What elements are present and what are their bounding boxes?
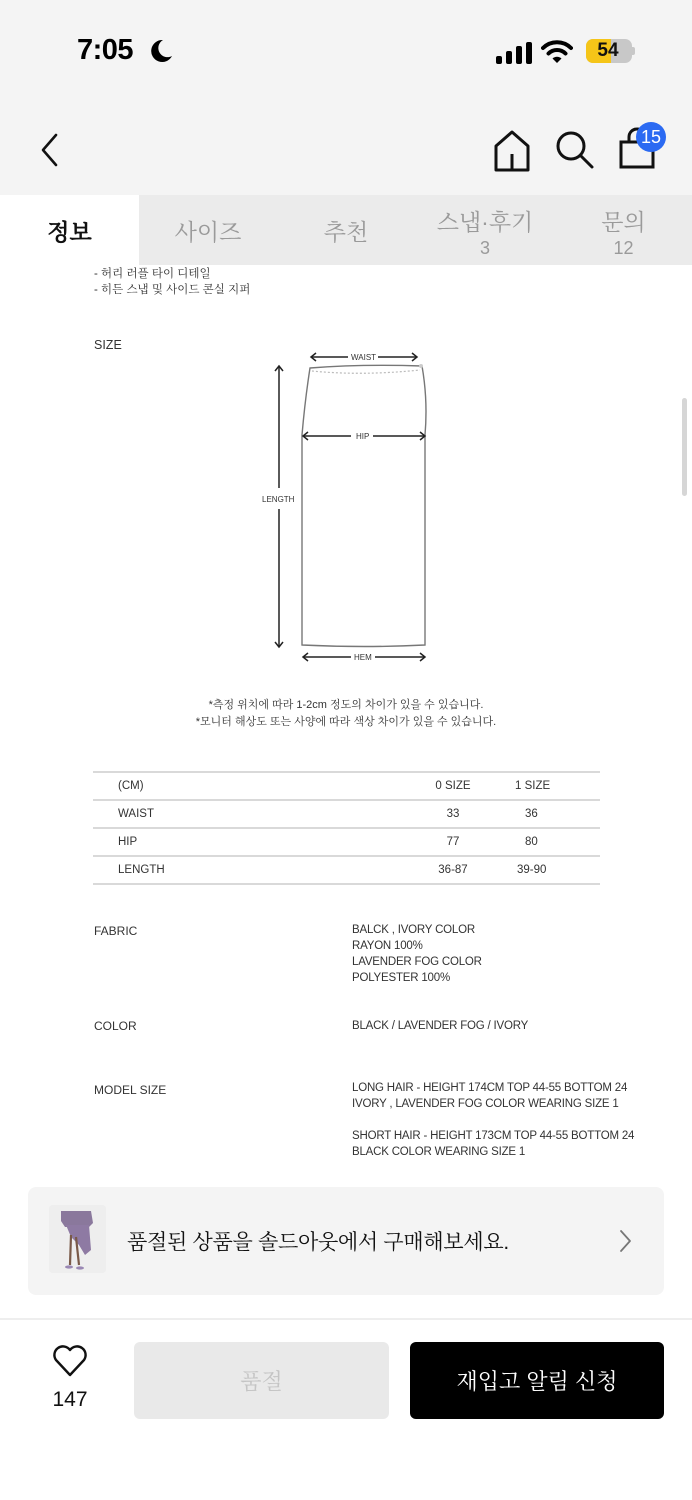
soldout-marketplace-banner[interactable] xyxy=(28,1187,664,1295)
model-size-value xyxy=(352,1080,634,1160)
table-cell: 33 xyxy=(446,808,460,820)
fabric-line: BALCK , IVORY COLOR xyxy=(352,924,475,936)
moon-icon xyxy=(148,38,174,64)
tab-snap-review[interactable] xyxy=(415,195,555,265)
length-label: LENGTH xyxy=(262,495,295,504)
table-cell: 80 xyxy=(525,836,538,848)
spacer xyxy=(352,1112,634,1128)
product-detail-content xyxy=(0,265,692,1320)
table-row xyxy=(93,800,600,828)
model-size-line: SHORT HAIR - HEIGHT 173CM TOP 44-55 BOTTOM 24 xyxy=(352,1130,635,1142)
hem-label: HEM xyxy=(354,653,372,662)
soldout-banner-text: 품절된 상품을 솔드아웃에서 구매해보세요. xyxy=(127,1231,509,1254)
nav-header xyxy=(0,100,692,195)
soldout-button: 품절 xyxy=(134,1342,389,1419)
size-table xyxy=(93,771,600,885)
heart-outline-icon xyxy=(52,1344,88,1378)
bottom-action-bar xyxy=(0,1320,692,1500)
chevron-right-icon xyxy=(618,1227,634,1255)
table-header-cell: (CM) xyxy=(118,780,144,792)
waist-label: WAIST xyxy=(351,353,377,362)
product-thumbnail-image xyxy=(49,1205,106,1273)
table-cell: 36-87 xyxy=(438,864,468,876)
lavender-skirt-product-thumbnail xyxy=(49,1205,106,1273)
fabric-line: LAVENDER FOG COLOR xyxy=(352,956,482,968)
tab-count: 3 xyxy=(479,237,490,258)
product-tabs xyxy=(0,195,692,265)
table-cell: 39-90 xyxy=(517,864,547,876)
tab-recommend[interactable] xyxy=(277,195,415,265)
table-cell: WAIST xyxy=(118,808,154,820)
tab-info[interactable] xyxy=(0,195,139,265)
fabric-line: RAYON 100% xyxy=(352,940,423,952)
wifi-icon xyxy=(541,39,573,65)
restock-notify-button[interactable]: 재입고 알림 신청 xyxy=(410,1342,664,1419)
model-size-line: BLACK COLOR WEARING SIZE 1 xyxy=(352,1146,526,1158)
tab-inquiry[interactable] xyxy=(555,195,692,265)
tab-label: 문의 xyxy=(601,208,646,235)
table-header-row xyxy=(93,772,600,800)
fabric-line: POLYESTER 100% xyxy=(352,972,450,984)
feature-bullets xyxy=(94,266,250,298)
feature-bullet: - 허리 러플 타이 디테일 xyxy=(94,268,211,280)
fabric-value xyxy=(352,922,482,986)
table-cell: 36 xyxy=(525,808,538,820)
back-button[interactable] xyxy=(30,130,70,170)
skirt-measurement-diagram xyxy=(250,345,450,665)
note-line: *측정 위치에 따라 1-2cm 정도의 차이가 있을 수 있습니다. xyxy=(208,699,484,711)
note-line: *모니터 해상도 또는 사양에 따라 색상 차이가 있을 수 있습니다. xyxy=(195,716,497,728)
cart-button[interactable] xyxy=(616,122,670,174)
search-icon xyxy=(553,128,597,172)
tab-size[interactable] xyxy=(139,195,277,265)
table-header-cell: 0 SIZE xyxy=(435,780,471,792)
battery-percent: 54 xyxy=(597,40,619,61)
table-header-cell: 1 SIZE xyxy=(515,780,551,792)
measurement-notes xyxy=(0,697,692,731)
cart-badge: 15 xyxy=(636,122,666,152)
search-button[interactable] xyxy=(553,128,597,172)
like-count: 147 xyxy=(52,1388,88,1411)
color-label: COLOR xyxy=(94,1019,137,1033)
table-row xyxy=(93,828,600,856)
status-time: 7:05 xyxy=(77,34,134,66)
model-size-label: MODEL SIZE xyxy=(94,1083,167,1097)
table-cell: LENGTH xyxy=(118,864,165,876)
table-cell: 77 xyxy=(446,836,460,848)
tab-label: 사이즈 xyxy=(174,218,242,245)
chevron-left-icon xyxy=(30,130,70,170)
tab-count: 12 xyxy=(613,237,634,258)
battery-cap xyxy=(632,47,635,55)
like-button[interactable] xyxy=(40,1344,100,1414)
scrollbar[interactable] xyxy=(682,398,687,496)
model-size-line: IVORY , LAVENDER FOG COLOR WEARING SIZE 1 xyxy=(352,1098,619,1110)
home-button[interactable] xyxy=(490,128,534,172)
battery-indicator xyxy=(586,39,632,63)
size-heading: SIZE xyxy=(94,338,122,352)
cellular-signal-icon xyxy=(496,42,532,64)
table-row xyxy=(93,856,600,884)
table-cell: HIP xyxy=(118,836,138,848)
color-value: BLACK / LAVENDER FOG / IVORY xyxy=(352,1020,529,1032)
fabric-label: FABRIC xyxy=(94,924,138,938)
tab-label: 정보 xyxy=(47,218,92,245)
tab-label: 추천 xyxy=(323,218,369,245)
tab-label: 스냅·후기 xyxy=(436,208,534,235)
home-icon xyxy=(490,128,534,172)
feature-bullet: - 히든 스냅 및 사이드 콘실 지퍼 xyxy=(94,284,251,296)
hip-label: HIP xyxy=(356,432,370,441)
model-size-line: LONG HAIR - HEIGHT 174CM TOP 44-55 BOTTOM 24 xyxy=(352,1082,628,1094)
status-bar xyxy=(0,0,692,100)
